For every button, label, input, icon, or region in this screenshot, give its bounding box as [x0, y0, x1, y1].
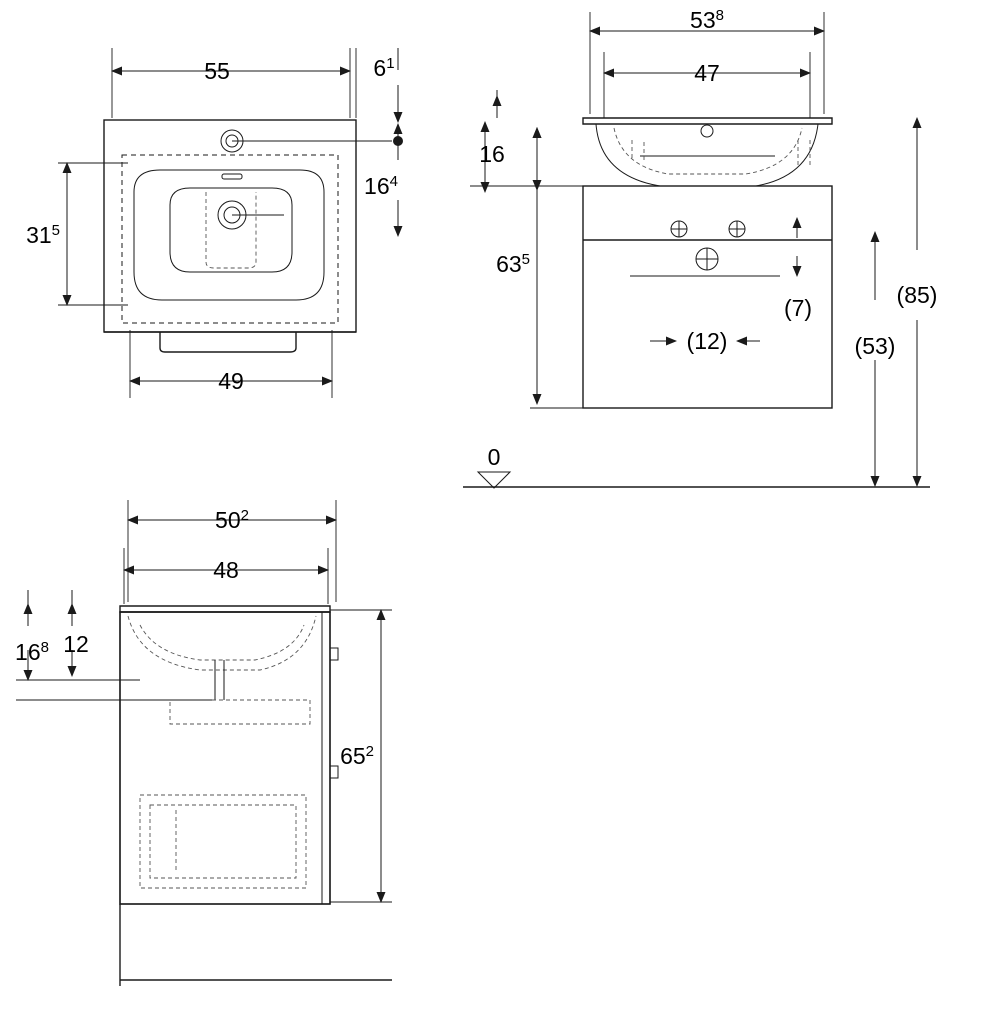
- dim-front-floor-to-trap: (53): [854, 333, 896, 359]
- dim-top-width-inner: 49: [218, 368, 244, 394]
- dim-front-floor-to-top: (85): [896, 282, 938, 308]
- dim-side-rim-height: 12: [63, 631, 89, 657]
- dim-top-offset: $6^1$: [373, 55, 395, 81]
- dim-top-inner-right: $16^4$: [364, 173, 398, 199]
- dim-front-drain-depth: (7): [783, 295, 813, 321]
- view-front: [463, 7, 937, 488]
- dim-top-height: $31^5$: [26, 222, 60, 248]
- dim-front-datum: 0: [487, 444, 501, 470]
- dim-top-width: 55: [204, 58, 230, 84]
- dim-side-unit-height: $65^2$: [340, 743, 374, 769]
- view-side: [15, 500, 392, 986]
- view-top: [26, 48, 403, 398]
- dim-front-width: $53^8$: [690, 7, 724, 33]
- dim-front-basin-height: 16: [479, 141, 505, 167]
- dim-side-basin-height: $16^8$: [15, 639, 49, 665]
- dim-front-drain-offset: (12): [686, 328, 728, 354]
- dim-front-width-inner: 47: [694, 60, 720, 86]
- dim-side-depth: $50^2$: [215, 507, 249, 533]
- dim-side-depth-inner: 48: [213, 557, 239, 583]
- dim-front-unit-height: $63^5$: [496, 251, 530, 277]
